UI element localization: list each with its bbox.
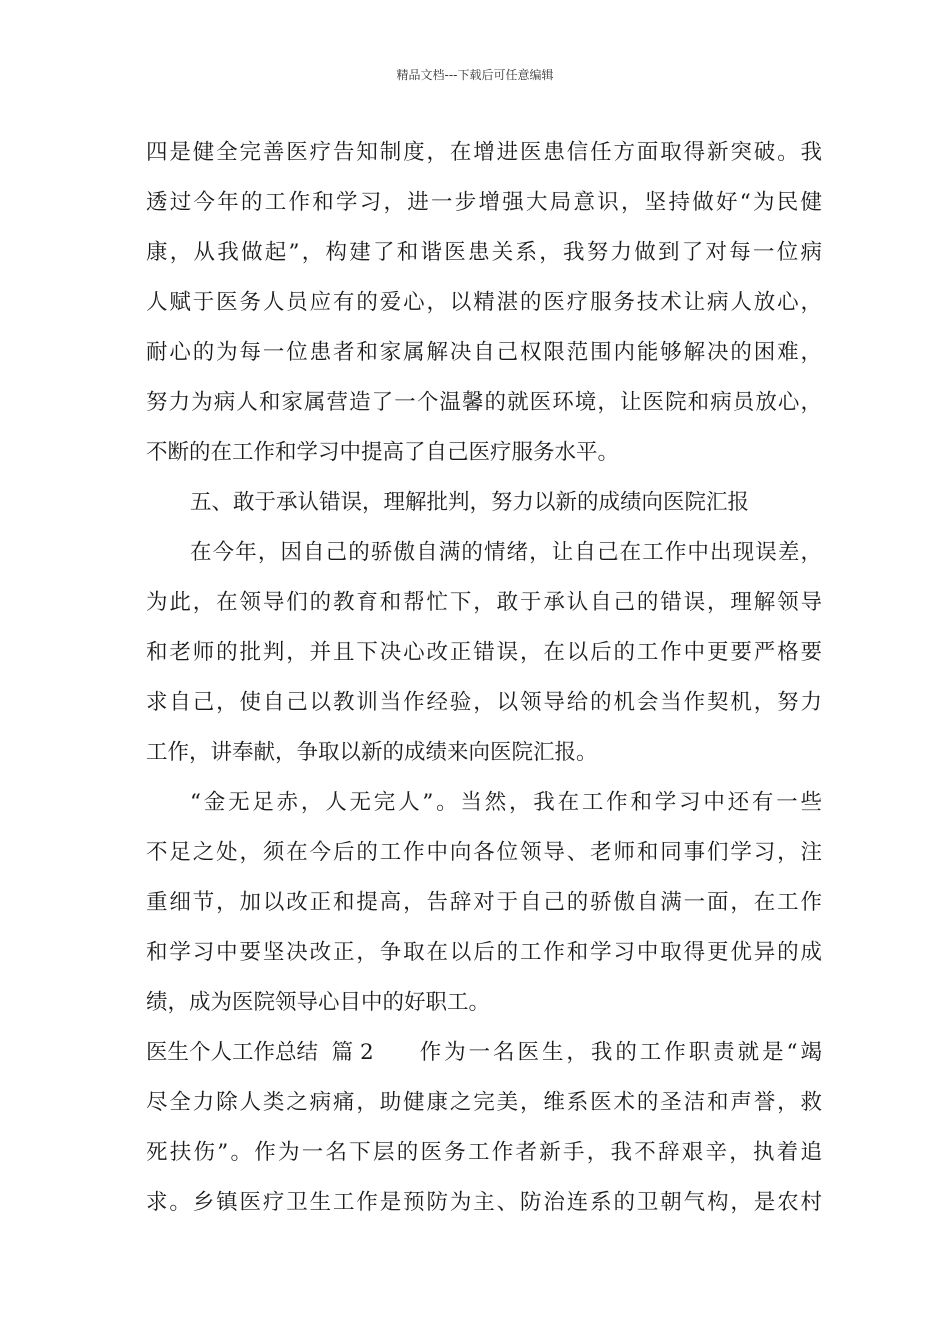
section-lines — [146, 1078, 822, 1228]
text-line: 耐心的为每一位患者和家属解决自己权限范围内能够解决的困难， — [146, 340, 822, 365]
text-line: 重细节，加以改正和提高，告辞对于自己的骄傲自满一面，在工作 — [146, 890, 822, 915]
text-line: 和老师的批判，并且下决心改正错误，在以后的工作中更要严格要 — [146, 640, 822, 665]
text-line: 为此，在领导们的教育和帮忙下，敢于承认自己的错误，理解领导 — [146, 590, 822, 615]
text-line: 工作，讲奉献，争取以新的成绩来向医院汇报。 — [146, 740, 598, 765]
text-line: 不断的在工作和学习中提高了自己医疗服务水平。 — [146, 440, 620, 465]
text-line: 死扶伤”。作为一名下层的医务工作者新手，我不辞艰辛，执着追 — [146, 1140, 822, 1165]
text-line: 四是健全完善医疗告知制度，在增进医患信任方面取得新突破。我 — [146, 140, 822, 165]
text-line: 康，从我做起”，构建了和谐医患关系，我努力做到了对每一位病 — [146, 240, 822, 265]
text-line: 绩，成为医院领导心目中的好职工。 — [146, 990, 491, 1015]
section-heading-line — [146, 1028, 822, 1078]
text-line: “金无足赤，人无完人”。当然，我在工作和学习中还有一些 — [190, 790, 822, 815]
text-line: 透过今年的工作和学习，进一步增强大局意识，坚持做好“为民健 — [146, 190, 822, 215]
text-line: 人赋于医务人员应有的爱心，以精湛的医疗服务技术让病人放心， — [146, 290, 822, 315]
page-header: 精品文档---下载后可任意编辑 — [396, 68, 554, 82]
text-line: 求自己，使自己以教训当作经验，以领导给的机会当作契机，努力 — [146, 690, 822, 715]
section-title: 医生个人工作总结 篇 2 — [146, 1040, 374, 1065]
text-line: 五、敢于承认错误，理解批判，努力以新的成绩向医院汇报 — [190, 490, 750, 515]
text-line: 努力为病人和家属营造了一个温馨的就医环境，让医院和病员放心， — [146, 390, 822, 415]
document-body — [146, 128, 822, 1228]
paragraph-lines — [146, 128, 822, 1028]
text-line: 不足之处，须在今后的工作中向各位领导、老师和同事们学习，注 — [146, 840, 822, 865]
section-first-line: 作为一名医生，我的工作职责就是“竭 — [419, 1040, 822, 1065]
text-line: 求。乡镇医疗卫生工作是预防为主、防治连系的卫朝气构，是农村 — [146, 1190, 822, 1215]
text-line: 和学习中要坚决改正，争取在以后的工作和学习中取得更优异的成 — [146, 940, 822, 965]
text-line: 在今年，因自己的骄傲自满的情绪，让自己在工作中出现误差， — [190, 540, 822, 565]
text-line: 尽全力除人类之病痛，助健康之完美，维系医术的圣洁和声誉，救 — [146, 1090, 822, 1115]
